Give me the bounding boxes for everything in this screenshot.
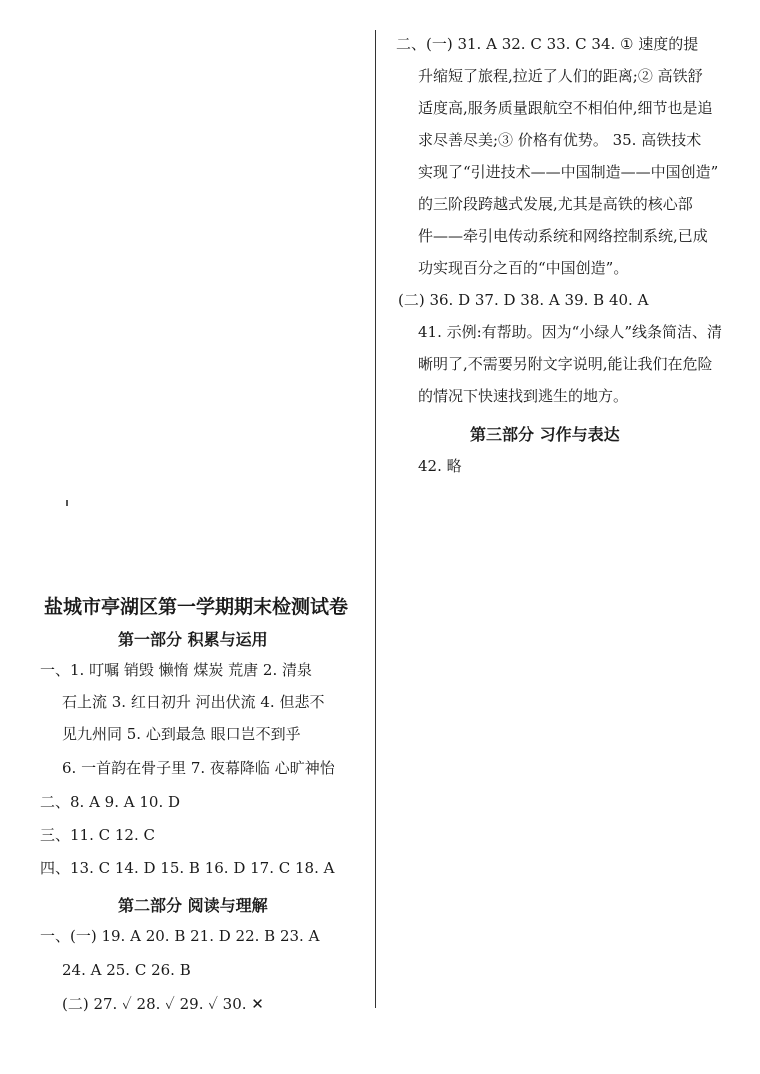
answer-line: (二) 36. D 37. D 38. A 39. B 40. A [398, 291, 649, 309]
answer-line: 41. 示例:有帮助。因为“小绿人”线条简洁、清 [418, 323, 723, 341]
section-heading: 第二部分 阅读与理解 [118, 896, 268, 915]
page-title: 盐城市亭湖区第一学期期末检测试卷 [44, 596, 349, 618]
answer-line: 实现了“引进技术——中国制造——中国创造” [418, 163, 719, 181]
answer-line: 24. A 25. C 26. B [62, 961, 191, 979]
answer-line: 升缩短了旅程,拉近了人们的距离;② 高铁舒 [418, 67, 703, 85]
scan-mark [66, 500, 68, 506]
answer-line: 适度高,服务质量跟航空不相伯仲,细节也是追 [418, 99, 713, 117]
answer-line: 见九州同 5. 心到最急 眼口岂不到乎 [62, 725, 301, 743]
answer-line: 一、1. 叮嘱 销毁 懒惰 煤炭 荒唐 2. 清泉 [40, 661, 313, 679]
answer-line: (二) 27. ✓ 28. ✓ 29. ✓ 30. ✕ [62, 995, 264, 1013]
answer-line: 四、13. C 14. D 15. B 16. D 17. C 18. A [40, 859, 335, 877]
answer-line: 晰明了,不需要另附文字说明,能让我们在危险 [418, 355, 713, 373]
answer-line: 三、11. C 12. C [40, 826, 155, 844]
answer-line: 石上流 3. 红日初升 河出伏流 4. 但悲不 [62, 693, 325, 711]
section-heading: 第一部分 积累与运用 [118, 630, 268, 649]
answer-line: 42. 略 [418, 457, 462, 475]
answer-line: 求尽善尽美;③ 价格有优势。 35. 高铁技术 [418, 131, 702, 149]
column-divider [375, 30, 376, 1008]
answer-line: 的三阶段跨越式发展,尤其是高铁的核心部 [418, 195, 693, 213]
answer-line: 一、(一) 19. A 20. B 21. D 22. B 23. A [40, 927, 320, 945]
answer-line: 件——牵引电传动系统和网络控制系统,已成 [418, 227, 708, 245]
answer-line: 功实现百分之百的“中国创造”。 [418, 259, 629, 277]
answer-line: 二、8. A 9. A 10. D [40, 793, 181, 811]
section-heading: 第三部分 习作与表达 [470, 425, 620, 444]
answer-line: 6. 一首韵在骨子里 7. 夜幕降临 心旷神怡 [62, 759, 335, 777]
answer-line: 二、(一) 31. A 32. C 33. C 34. ① 速度的提 [396, 35, 699, 53]
answer-line: 的情况下快速找到逃生的地方。 [418, 387, 629, 405]
